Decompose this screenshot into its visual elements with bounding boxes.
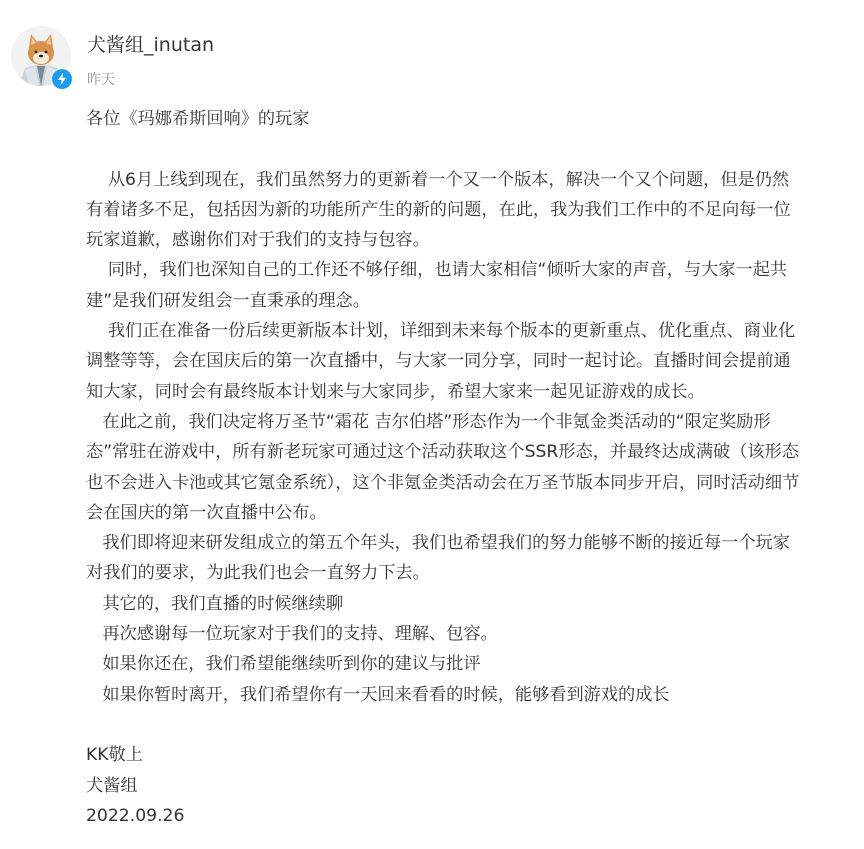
post-timestamp[interactable]: 昨天 [87,72,115,88]
post-paragraph: 其它的，我们直播的时候继续聊 [86,593,344,614]
post-header [11,26,851,96]
lightning-verified-icon [52,69,72,89]
post-paragraph: 在此之前，我们决定将万圣节“霜花 吉尔伯塔”形态作为一个非氪金类活动的“限定奖励形态”常驻在游戏中，所有新老玩家可通过这个活动获取这个SSR形态，并最终达成满破（该形态也不会进入卡池或其它氪金系统），这个非氪金类活动会在万圣节版本同步开启，同时活动细节会在国庆的第一次直播中公布。 [86,411,800,523]
post-paragraph: 从6月上线到现在，我们虽然努力的更新着一个又一个版本，解决一个又个问题，但是仍然有着诸多不足，包括因为新的功能所产生的新的问题，在此，我为我们工作中的不足向每一位玩家道歉，感谢你们对于我们的支持与包容。 [86,169,791,251]
verified-badge [51,68,73,90]
post-content [86,104,806,831]
post-paragraph: 我们正在准备一份后续更新版本计划，详细到未来每个版本的更新重点、优化重点、商业化调整等等，会在国庆后的第一次直播中，与大家一同分享，同时一起讨论。直播时间会提前通知大家，同时会有最终版本计划来与大家同步，希望大家来一起见证游戏的成长。 [86,321,796,402]
post-paragraph: 如果你暂时离开，我们希望你有一天回来看看的时候，能够看到游戏的成长 [86,684,670,705]
post-greeting: 各位《玛娜希斯回响》的玩家 [86,109,310,129]
paragraph-spacer [86,134,806,164]
signature-line: KK敬上 [86,745,143,766]
author-name[interactable]: 犬酱组_inutan [87,34,214,56]
post-paragraph: 同时，我们也深知自己的工作还不够仔细，也请大家相信“倾听大家的声音，与大家一起共建”是我们研发组会一直秉承的理念。 [86,260,788,311]
post-paragraph: 如果你还在，我们希望能继续听到你的建议与批评 [86,654,481,675]
paragraph-spacer [86,710,806,740]
avatar[interactable] [11,26,71,86]
post-paragraph: 再次感谢每一位玩家对于我们的支持、理解、包容。 [86,624,498,645]
signature-date: 2022.09.26 [86,805,185,826]
signature-team: 犬酱组 [86,775,138,796]
post-paragraph: 我们即将迎来研发组成立的第五个年头，我们也希望我们的努力能够不断的接近每一个玩家对我们的要求，为此我们也会一直努力下去。 [86,533,790,584]
